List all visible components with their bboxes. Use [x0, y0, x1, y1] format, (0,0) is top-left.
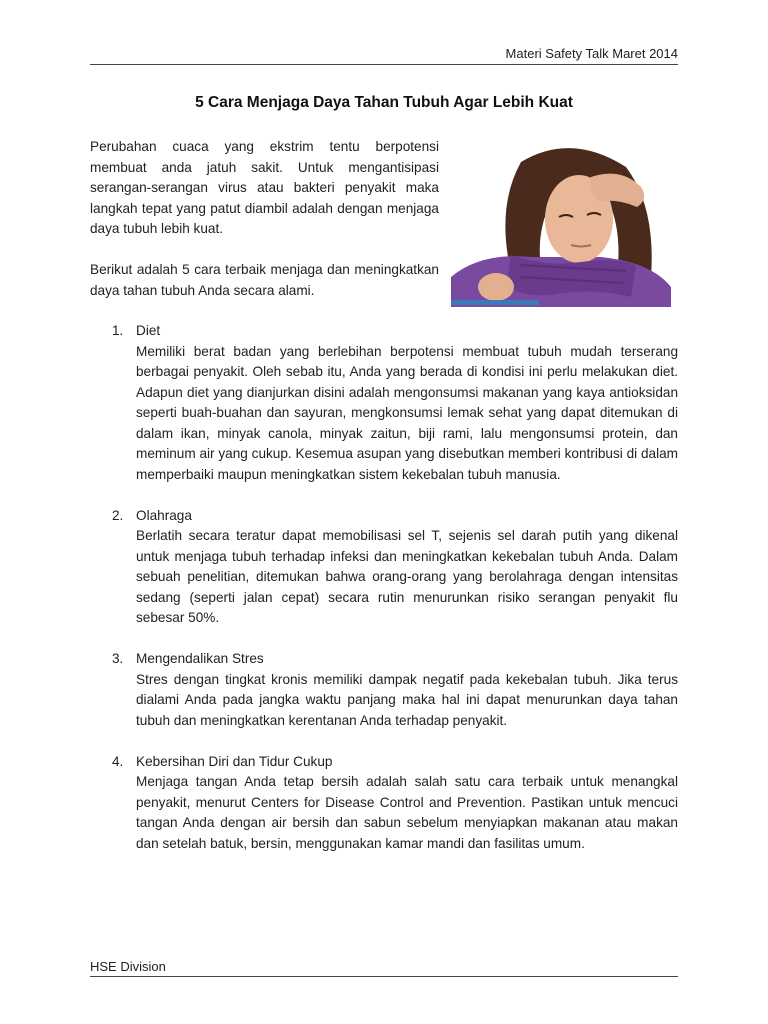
item-title: Kebersihan Diri dan Tidur Cukup — [136, 753, 333, 769]
item-body: Memiliki berat badan yang berlebihan berpotensi membuat tubuh mudah terserang berbagai penyakit. Oleh sebab itu, Anda yang berada di kondisi ini perlu melakukan diet. Adapun diet yang dianjurkan disini adalah mengonsumsi makanan yang kaya antioksidan seperti buah-buahan dan sayuran, mengkonsumsi lemak sehat yang dapat ditemukan di dalam ikan, minyak canola, minyak zaitun, biji rami, lalu mengonsumsi protein, dan meminum air yang cukup. Kesemua asupan yang disebutkan memberi kontribusi di dalam memperbaiki maupun meningkatkan sistem kekebalan tubuh manusia. — [136, 343, 678, 482]
item-number: 2. — [112, 507, 124, 523]
footer-divider — [90, 976, 678, 977]
intro-paragraph-2: Berikut adalah 5 cara terbaik menjaga dan meningkatkan daya tahan tubuh Anda secara alami. — [90, 262, 439, 298]
tips-list — [112, 321, 678, 875]
document-title: 5 Cara Menjaga Daya Tahan Tubuh Agar Lebih Kuat — [195, 94, 573, 111]
item-number: 3. — [112, 651, 124, 666]
list-item — [112, 752, 678, 855]
header-divider — [90, 64, 678, 65]
item-title: Diet — [136, 323, 161, 338]
item-body: Menjaga tangan Anda tetap bersih adalah salah satu cara terbaik untuk menangkal penyakit, menurut Centers for Disease Control and Prevention. Pastikan untuk mencuci tangan Anda dengan air bersih dan sabun sebelum menyiapkan makanan atau makan dan setelah batuk, bersin, menggunakan kamar mandi dan fasilitas umum. — [136, 774, 678, 851]
item-number: 4. — [112, 753, 124, 769]
list-item — [112, 649, 678, 731]
item-number: 1. — [112, 323, 124, 338]
intro-paragraph-1: Perubahan cuaca yang ekstrim tentu berpotensi membuat anda jatuh sakit. Untuk mengantisipasi serangan-serangan virus atau bakteri penyakit maka langkah tepat yang patut diambil adalah dengan menjaga daya tubuh lebih kuat. — [90, 139, 439, 236]
intro-section — [90, 137, 439, 322]
sick-woman-photo — [451, 137, 671, 307]
header-text: Materi Safety Talk Maret 2014 — [505, 46, 678, 61]
footer-text: HSE Division — [90, 959, 166, 974]
list-item — [112, 506, 678, 629]
photo-illustration — [451, 137, 671, 307]
item-title: Mengendalikan Stres — [136, 651, 264, 666]
item-body: Stres dengan tingkat kronis memiliki dampak negatif pada kekebalan tubuh. Jika terus dialami Anda pada jangka waktu panjang maka hal ini dapat menurunkan daya tahan tubuh dan meningkatkan kerentanan Anda terhadap penyakit. — [136, 671, 678, 728]
list-item — [112, 321, 678, 485]
item-body: Berlatih secara teratur dapat memobilisasi sel T, sejenis sel darah putih yang dikenal untuk menjaga tubuh terhadap infeksi dan meningkatkan kekebalan tubuh Anda. Dalam sebuah penelitian, ditemukan bahwa orang-orang yang berolahraga dengan intensitas sedang (seperti jalan cepat) secara rutin menurunkan risiko serangan penyakit flu sebesar 50%. — [136, 528, 678, 625]
item-title: Olahraga — [136, 507, 192, 523]
